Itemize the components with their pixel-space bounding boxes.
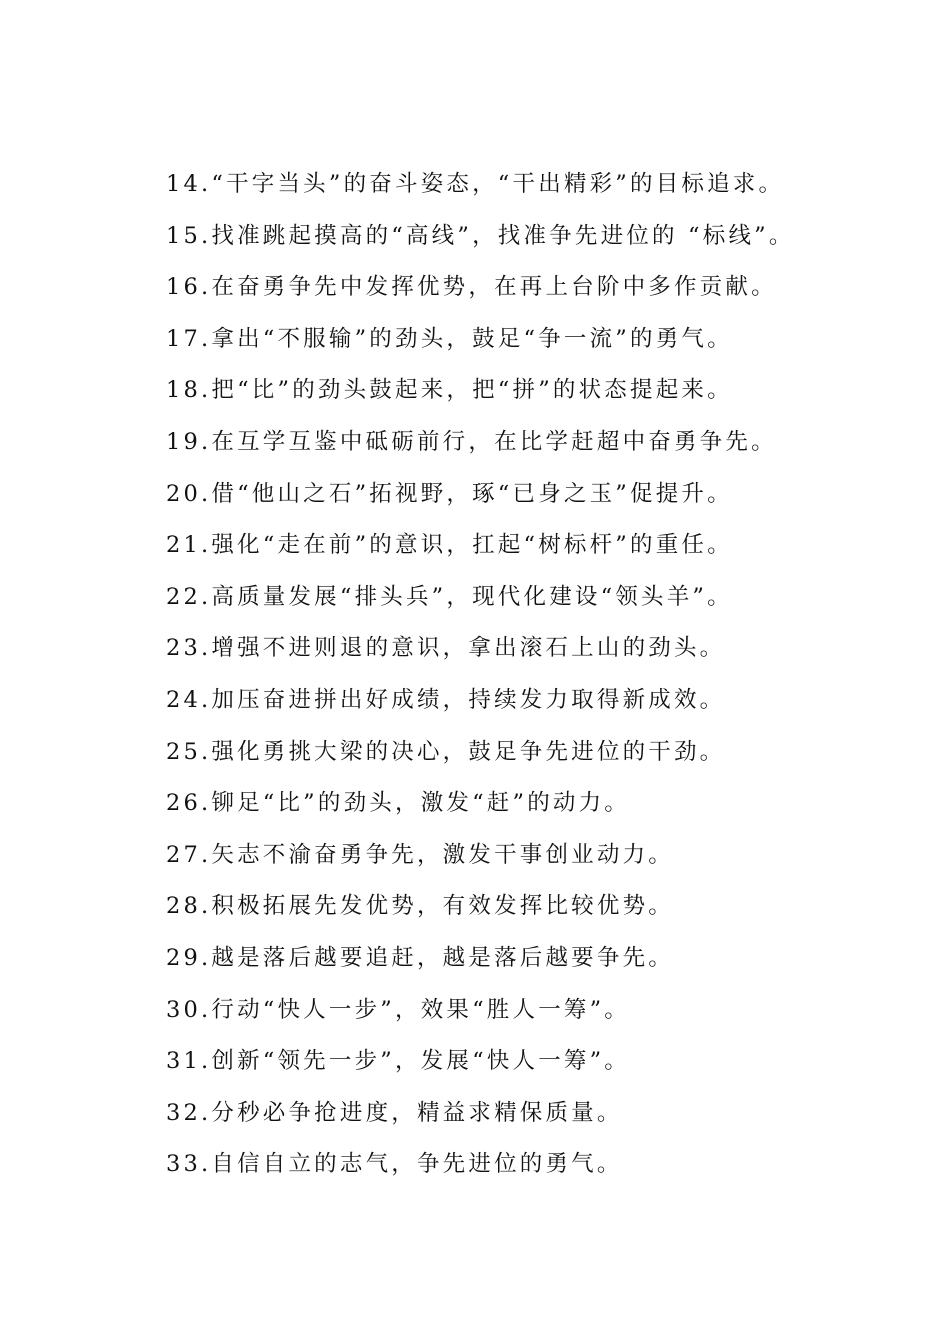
list-item: 17.拿出“不服输”的劲头，鼓足“争一流”的勇气。 (166, 325, 733, 352)
list-item: 24.加压奋进拼出好成绩，持续发力取得新成效。 (166, 686, 726, 713)
list-item: 22.高质量发展“排头兵”，现代化建设“领头羊”。 (166, 583, 733, 610)
list-item: 32.分秒必争抢进度，精益求精保质量。 (166, 1099, 623, 1126)
list-item: 30.行动“快人一步”，效果“胜人一筹”。 (166, 996, 630, 1023)
list-item: 25.强化勇挑大梁的决心，鼓足争先进位的干劲。 (166, 738, 726, 765)
list-item: 26.铆足“比”的劲头，激发“赶”的动力。 (166, 790, 630, 817)
list-item: 29.越是落后越要追赶，越是落后越要争先。 (166, 944, 674, 971)
list-item: 16.在奋勇争先中发挥优势，在再上台阶中多作贡献。 (166, 274, 777, 301)
list-item: 28.积极拓展先发优势，有效发挥比较优势。 (166, 893, 674, 920)
list-item: 14.“干字当头”的奋斗姿态，“干出精彩”的目标追求。 (166, 171, 785, 197)
list-item: 20.借“他山之石”拓视野，琢“已身之玉”促提升。 (166, 480, 733, 507)
list-item: 33.自信自立的志气，争先进位的勇气。 (166, 1151, 623, 1178)
slogan-list (166, 166, 866, 1198)
list-item: 15.找准跳起摸高的“高线”，找准争先进位的 “标线”。 (166, 222, 795, 249)
list-item: 19.在互学互鉴中砥砺前行，在比学赶超中奋勇争先。 (166, 428, 777, 455)
list-item: 18.把“比”的劲头鼓起来，把“拼”的状态提起来。 (166, 377, 733, 404)
list-item: 27.矢志不渝奋勇争先，激发干事创业动力。 (166, 841, 674, 868)
list-item: 31.创新“领先一步”，发展“快人一筹”。 (166, 1048, 630, 1075)
list-item: 23.增强不进则退的意识，拿出滚石上山的劲头。 (166, 635, 726, 662)
list-item: 21.强化“走在前”的意识，扛起“树标杆”的重任。 (166, 532, 733, 559)
